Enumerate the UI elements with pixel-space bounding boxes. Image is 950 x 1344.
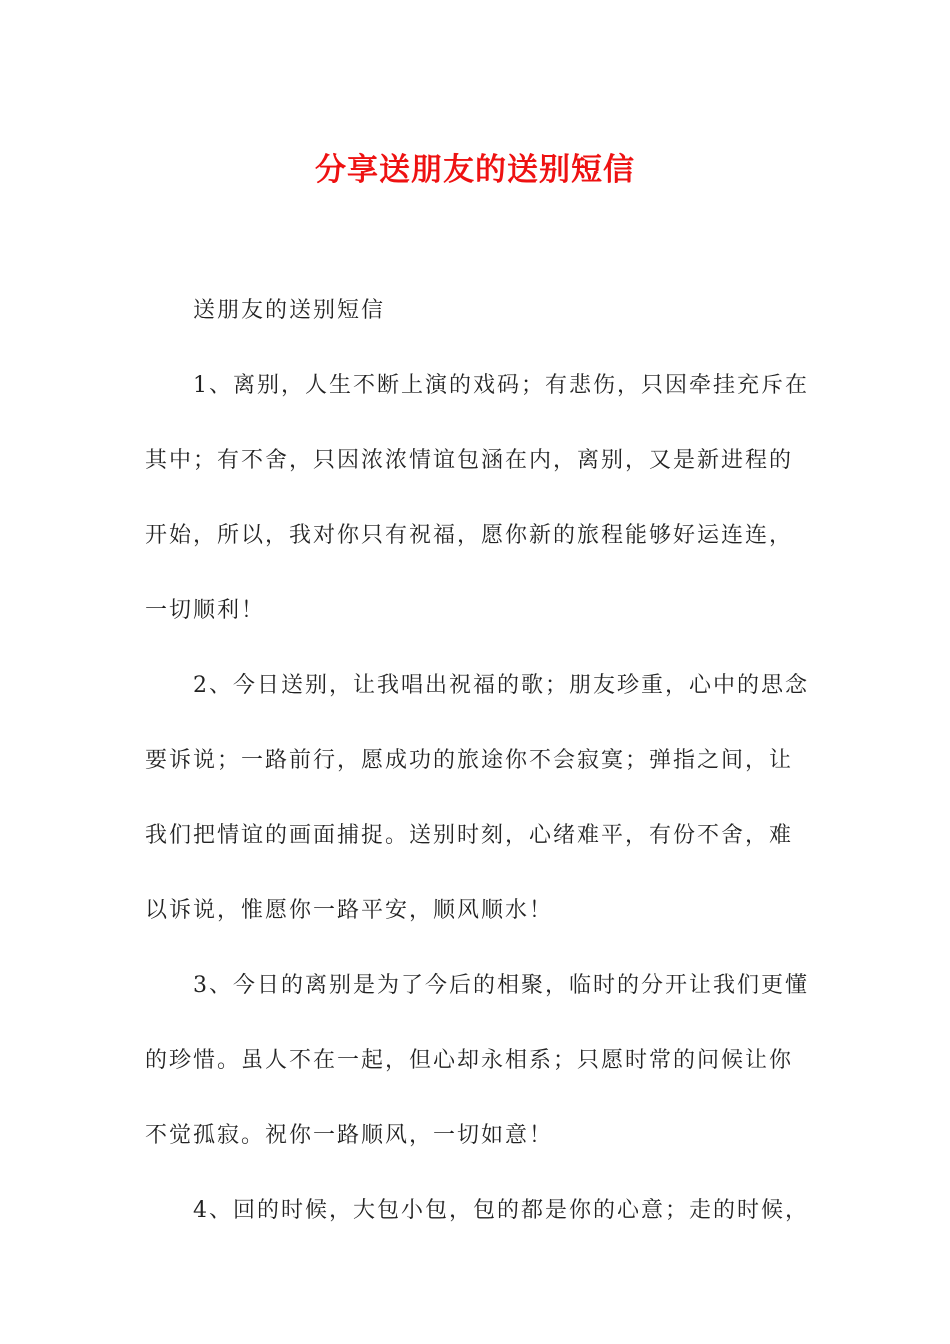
text-line: 开始，所以，我对你只有祝福，愿你新的旅程能够好运连连， (145, 523, 794, 548)
page-title: 分享送朋友的送别短信 (315, 152, 635, 188)
text-line: 要诉说；一路前行，愿成功的旅途你不会寂寞；弹指之间，让 (145, 748, 794, 773)
text-line: 不觉孤寂。祝你一路顺风，一切如意！ (145, 1123, 554, 1148)
text-line: 我们把情谊的画面捕捉。送别时刻，心绪难平，有份不舍，难 (145, 823, 794, 848)
text-line: 其中；有不舍，只因浓浓情谊包涵在内，离别，又是新进程的 (145, 448, 794, 473)
text-line: 1、离别，人生不断上演的戏码；有悲伤，只因牵挂充斥在 (193, 373, 809, 398)
text-line: 一切顺利！ (145, 598, 266, 623)
document-body (145, 273, 809, 1248)
text-line: 的珍惜。虽人不在一起，但心却永相系；只愿时常的问候让你 (145, 1048, 794, 1073)
text-line: 4、回的时候，大包小包，包的都是你的心意；走的时候， (193, 1198, 809, 1223)
text-line: 以诉说，惟愿你一路平安，顺风顺水！ (145, 898, 554, 923)
text-line: 送朋友的送别短信 (193, 298, 386, 323)
text-line: 3、今日的离别是为了今后的相聚，临时的分开让我们更懂 (193, 973, 809, 998)
text-line: 2、今日送别，让我唱出祝福的歌；朋友珍重，心中的思念 (193, 673, 809, 698)
